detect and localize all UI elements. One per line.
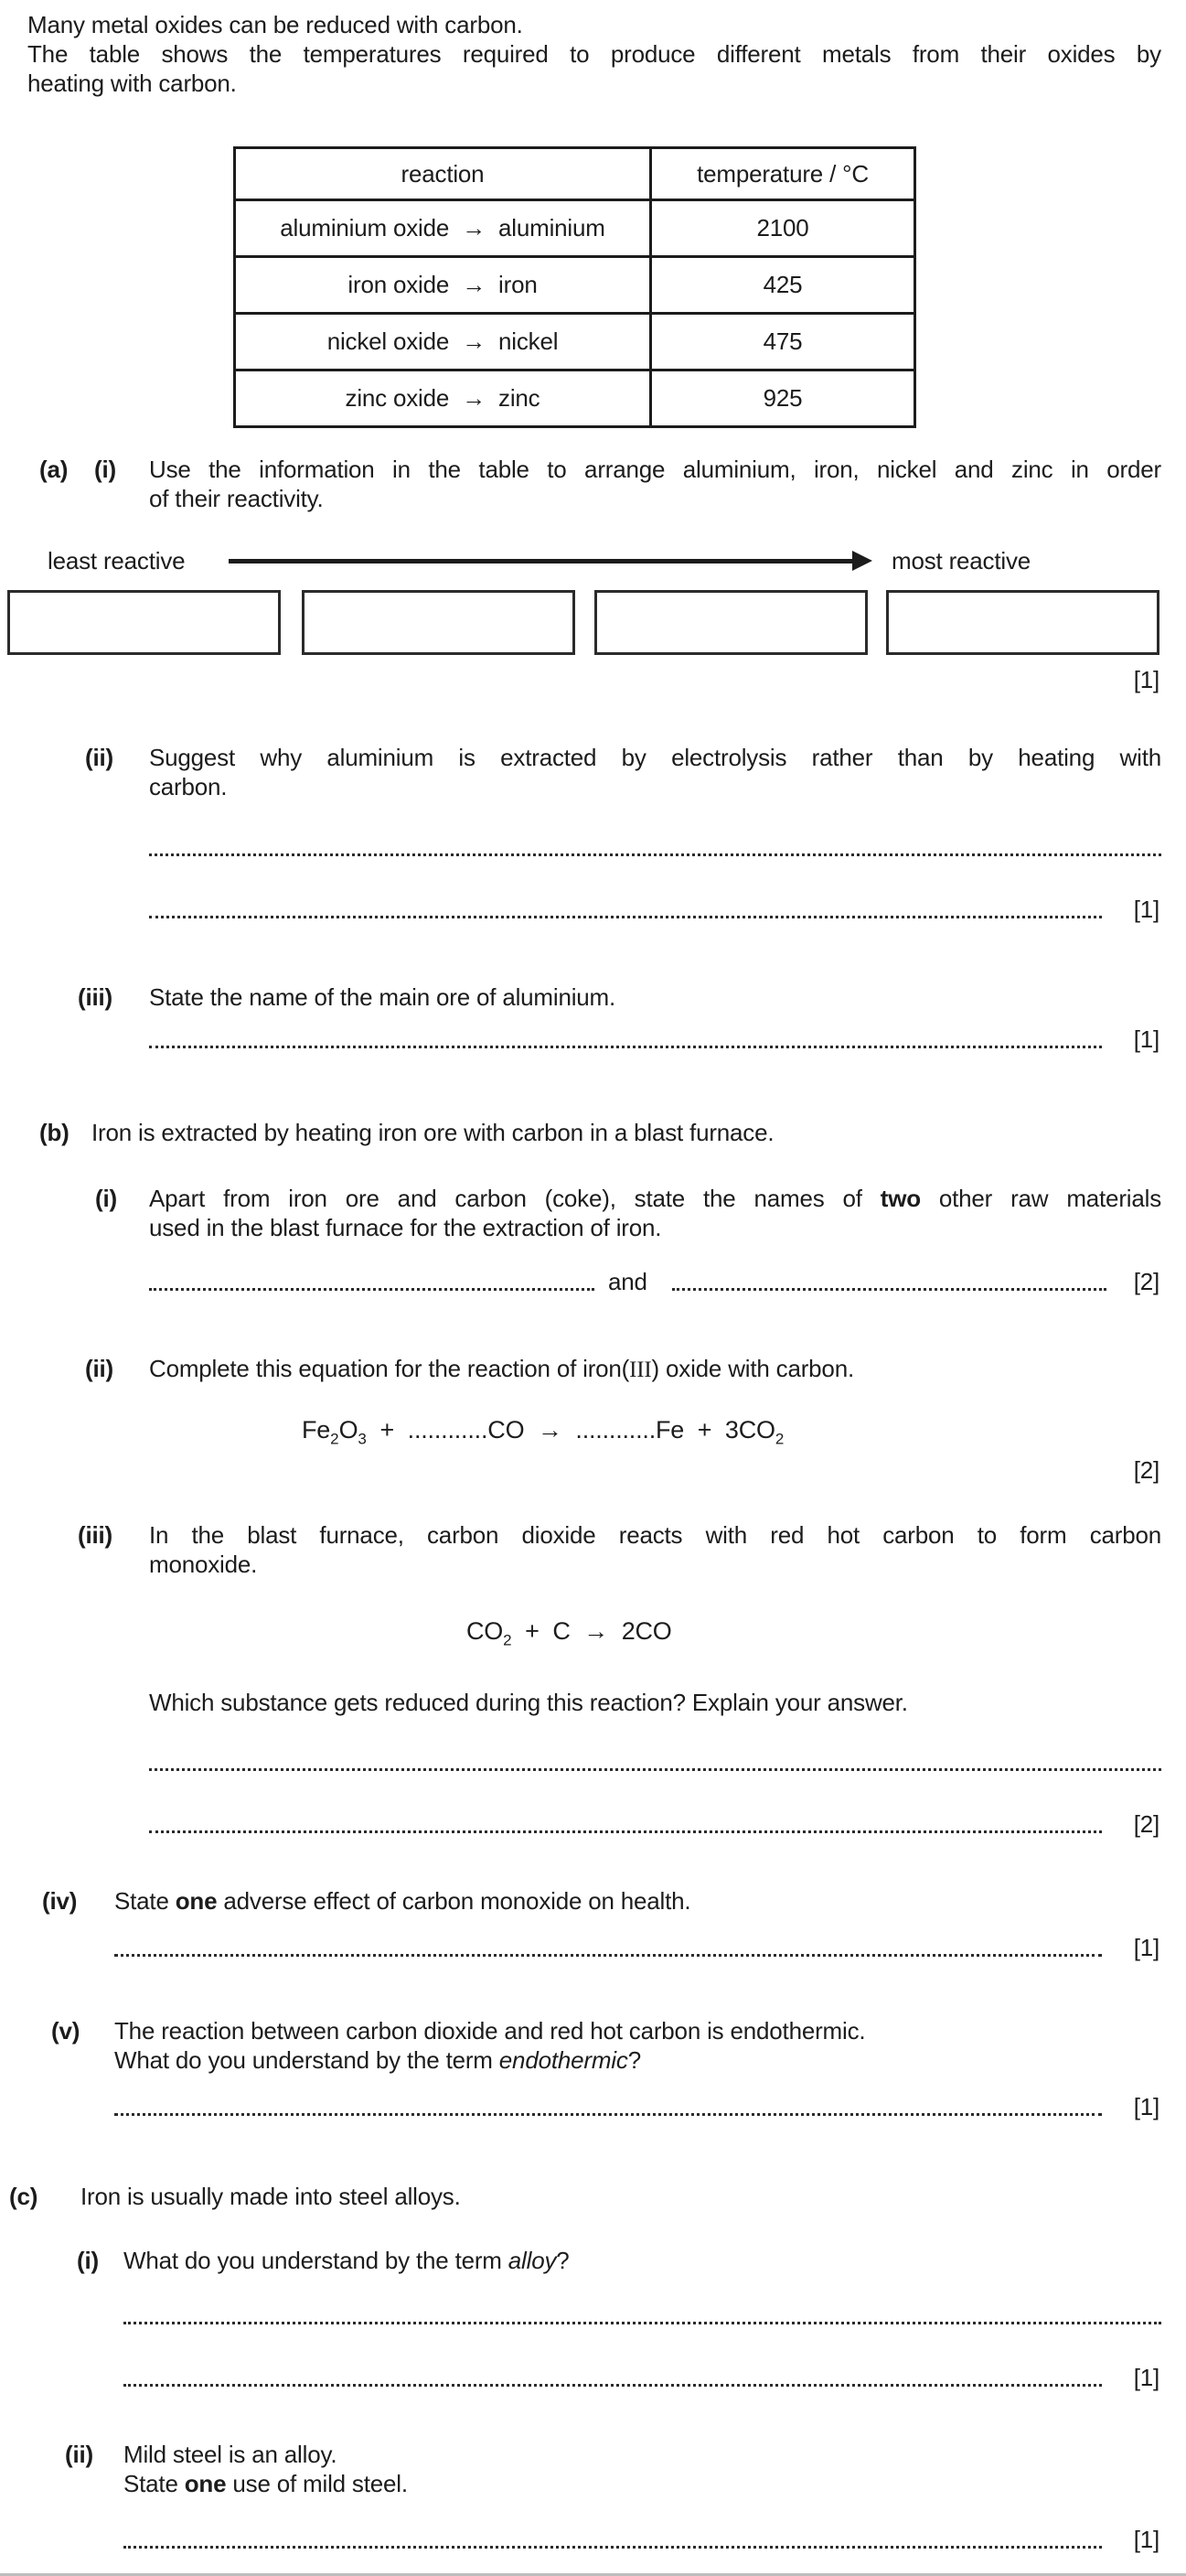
reactivity-answer-box-3[interactable] [594, 590, 868, 655]
equation-blank[interactable]: ............ [575, 1416, 657, 1444]
answer-line[interactable] [149, 1768, 1161, 1771]
answer-line[interactable] [149, 1046, 1102, 1048]
temperature-table [233, 146, 916, 428]
formula-segment: C [552, 1617, 571, 1645]
reaction-arrow-icon: → [524, 1416, 576, 1444]
reactivity-arrow [229, 559, 854, 564]
italic-term: alloy [508, 2247, 557, 2274]
reaction-arrow-icon: → [570, 1617, 622, 1645]
mark-a-ii: [1] [1133, 896, 1159, 923]
question-b-i-label: (i) [95, 1185, 117, 1212]
question-b-label: (b) [39, 1119, 69, 1146]
question-a-label: (a) [39, 456, 69, 483]
text-segment: ? [556, 2247, 570, 2274]
question-b-iii-label: (iii) [78, 1521, 112, 1549]
question-c-ii-text-line1: Mild steel is an alloy. [123, 2441, 337, 2468]
subscript: 2 [330, 1430, 339, 1448]
equation-iron-oxide-reduction [302, 1416, 784, 1453]
answer-line[interactable] [149, 1830, 1102, 1833]
question-b-iii-subquestion: Which substance gets reduced during this reaction? Explain your answer. [149, 1689, 908, 1716]
table-row [235, 200, 915, 257]
mark-a-i: [1] [1133, 666, 1159, 693]
formula-segment: CO [487, 1416, 525, 1444]
table-header-row [235, 148, 915, 200]
bold-word: one [175, 1887, 218, 1915]
question-c-i-text [123, 2247, 570, 2275]
question-a-ii-text-line2: carbon. [149, 773, 228, 800]
question-a-i-text-line2: of their reactivity. [149, 485, 324, 512]
answer-line[interactable] [123, 2384, 1102, 2387]
reactivity-arrow-head-icon [852, 551, 872, 571]
bold-word: one [184, 2470, 227, 2497]
text-segment: ) oxide with carbon. [651, 1355, 854, 1382]
mark-b-iv: [1] [1133, 1934, 1159, 1961]
answer-line[interactable] [149, 916, 1102, 918]
text-segment: use of mild steel. [226, 2470, 408, 2497]
least-reactive-label: least reactive [48, 547, 186, 574]
answer-line[interactable] [149, 1288, 594, 1291]
table-row [235, 257, 915, 314]
reaction-cell: zinc oxide → zinc [235, 370, 651, 427]
text-segment: What do you understand by the term [123, 2247, 508, 2274]
most-reactive-label: most reactive [892, 547, 1031, 574]
subscript: 2 [775, 1430, 785, 1448]
mark-c-i: [1] [1133, 2364, 1159, 2391]
reactivity-answer-box-1[interactable] [7, 590, 281, 655]
formula-segment: CO [466, 1617, 504, 1645]
question-b-ii-label: (ii) [85, 1355, 113, 1382]
bold-word: two [880, 1185, 921, 1212]
question-b-v-text-line1: The reaction between carbon dioxide and red hot carbon is endothermic. [114, 2017, 866, 2045]
text-segment: Complete this equation for the reaction of iron( [149, 1355, 630, 1382]
intro-line-3: heating with carbon. [27, 70, 237, 97]
temperature-cell: 475 [651, 314, 915, 370]
table-row [235, 370, 915, 427]
plus-sign: + [511, 1617, 553, 1645]
question-b-iii-text-line2: monoxide. [149, 1551, 258, 1578]
equation-blank[interactable]: ............ [407, 1416, 488, 1444]
mark-b-ii: [2] [1133, 1456, 1159, 1484]
answer-line[interactable] [149, 853, 1161, 856]
question-a-ii-label: (ii) [85, 744, 113, 771]
text-segment: State [123, 2470, 185, 2497]
question-b-iv-text [114, 1887, 690, 1916]
roman-numeral: III [629, 1358, 652, 1382]
reaction-cell: nickel oxide → nickel [235, 314, 651, 370]
table-header-reaction: reaction [235, 148, 651, 200]
answer-line[interactable] [123, 2322, 1161, 2324]
question-b-intro: Iron is extracted by heating iron ore with carbon in a blast furnace. [91, 1119, 775, 1146]
text-segment: Apart from iron ore and carbon (coke), state the names of [149, 1185, 881, 1212]
question-a-iii-label: (iii) [78, 983, 112, 1011]
answer-line[interactable] [123, 2546, 1102, 2549]
answer-line[interactable] [114, 2113, 1102, 2116]
question-b-iv-label: (iv) [42, 1887, 78, 1915]
question-a-i-label: (i) [94, 456, 116, 483]
question-c-intro: Iron is usually made into steel alloys. [80, 2183, 461, 2210]
subscript: 2 [503, 1631, 512, 1649]
answer-line[interactable] [672, 1288, 1106, 1291]
question-b-ii-text [149, 1355, 854, 1384]
formula-segment: Fe [656, 1416, 685, 1444]
mark-b-iii: [2] [1133, 1810, 1159, 1838]
mark-a-iii: [1] [1133, 1025, 1159, 1053]
answer-line[interactable] [114, 1954, 1102, 1957]
temperature-cell: 925 [651, 370, 915, 427]
reactivity-answer-box-4[interactable] [886, 590, 1159, 655]
temperature-cell: 425 [651, 257, 915, 314]
reaction-cell: aluminium oxide → aluminium [235, 200, 651, 257]
question-c-ii-label: (ii) [65, 2441, 93, 2468]
reactivity-answer-box-2[interactable] [302, 590, 575, 655]
temperature-cell: 2100 [651, 200, 915, 257]
question-b-i-text-line1 [149, 1185, 1161, 1213]
reaction-cell: iron oxide → iron [235, 257, 651, 314]
text-segment: adverse effect of carbon monoxide on health. [217, 1887, 691, 1915]
question-a-i-text-line1: Use the information in the table to arrange aluminium, iron, nickel and zinc in order [149, 456, 1161, 483]
question-b-iii-text-line1: In the blast furnace, carbon dioxide reacts with red hot carbon to form carbon [149, 1521, 1161, 1549]
table-header-temperature: temperature / °C [651, 148, 915, 200]
plus-sign: + [684, 1416, 725, 1444]
question-c-label: (c) [9, 2183, 38, 2210]
question-b-i-text-line2: used in the blast furnace for the extraction of iron. [149, 1214, 662, 1241]
formula-segment: Fe [302, 1416, 331, 1444]
intro-line-2: The table shows the temperatures required to produce different metals from their oxides by [27, 40, 1161, 68]
formula-segment: 3CO [724, 1416, 775, 1444]
question-a-iii-text: State the name of the main ore of aluminium. [149, 983, 616, 1011]
text-segment: ? [627, 2046, 641, 2074]
mark-b-i: [2] [1133, 1268, 1159, 1295]
text-segment: State [114, 1887, 176, 1915]
intro-line-1: Many metal oxides can be reduced with carbon. [27, 11, 523, 38]
subscript: 3 [358, 1430, 367, 1448]
mark-c-ii: [1] [1133, 2526, 1159, 2553]
plus-sign: + [366, 1416, 408, 1444]
table-row [235, 314, 915, 370]
formula-segment: 2CO [621, 1617, 672, 1645]
text-segment: other raw materials [920, 1185, 1161, 1212]
question-b-v-text-line2 [114, 2046, 641, 2075]
italic-term: endothermic [498, 2046, 628, 2074]
question-c-i-label: (i) [77, 2247, 99, 2274]
equation-carbon-dioxide [466, 1617, 672, 1654]
mark-b-v: [1] [1133, 2093, 1159, 2120]
and-word: and [608, 1268, 647, 1295]
text-segment: What do you understand by the term [114, 2046, 499, 2074]
formula-segment: O [338, 1416, 358, 1444]
question-b-v-label: (v) [51, 2017, 80, 2045]
question-a-ii-text-line1: Suggest why aluminium is extracted by electrolysis rather than by heating with [149, 744, 1161, 771]
question-c-ii-text-line2 [123, 2470, 408, 2498]
